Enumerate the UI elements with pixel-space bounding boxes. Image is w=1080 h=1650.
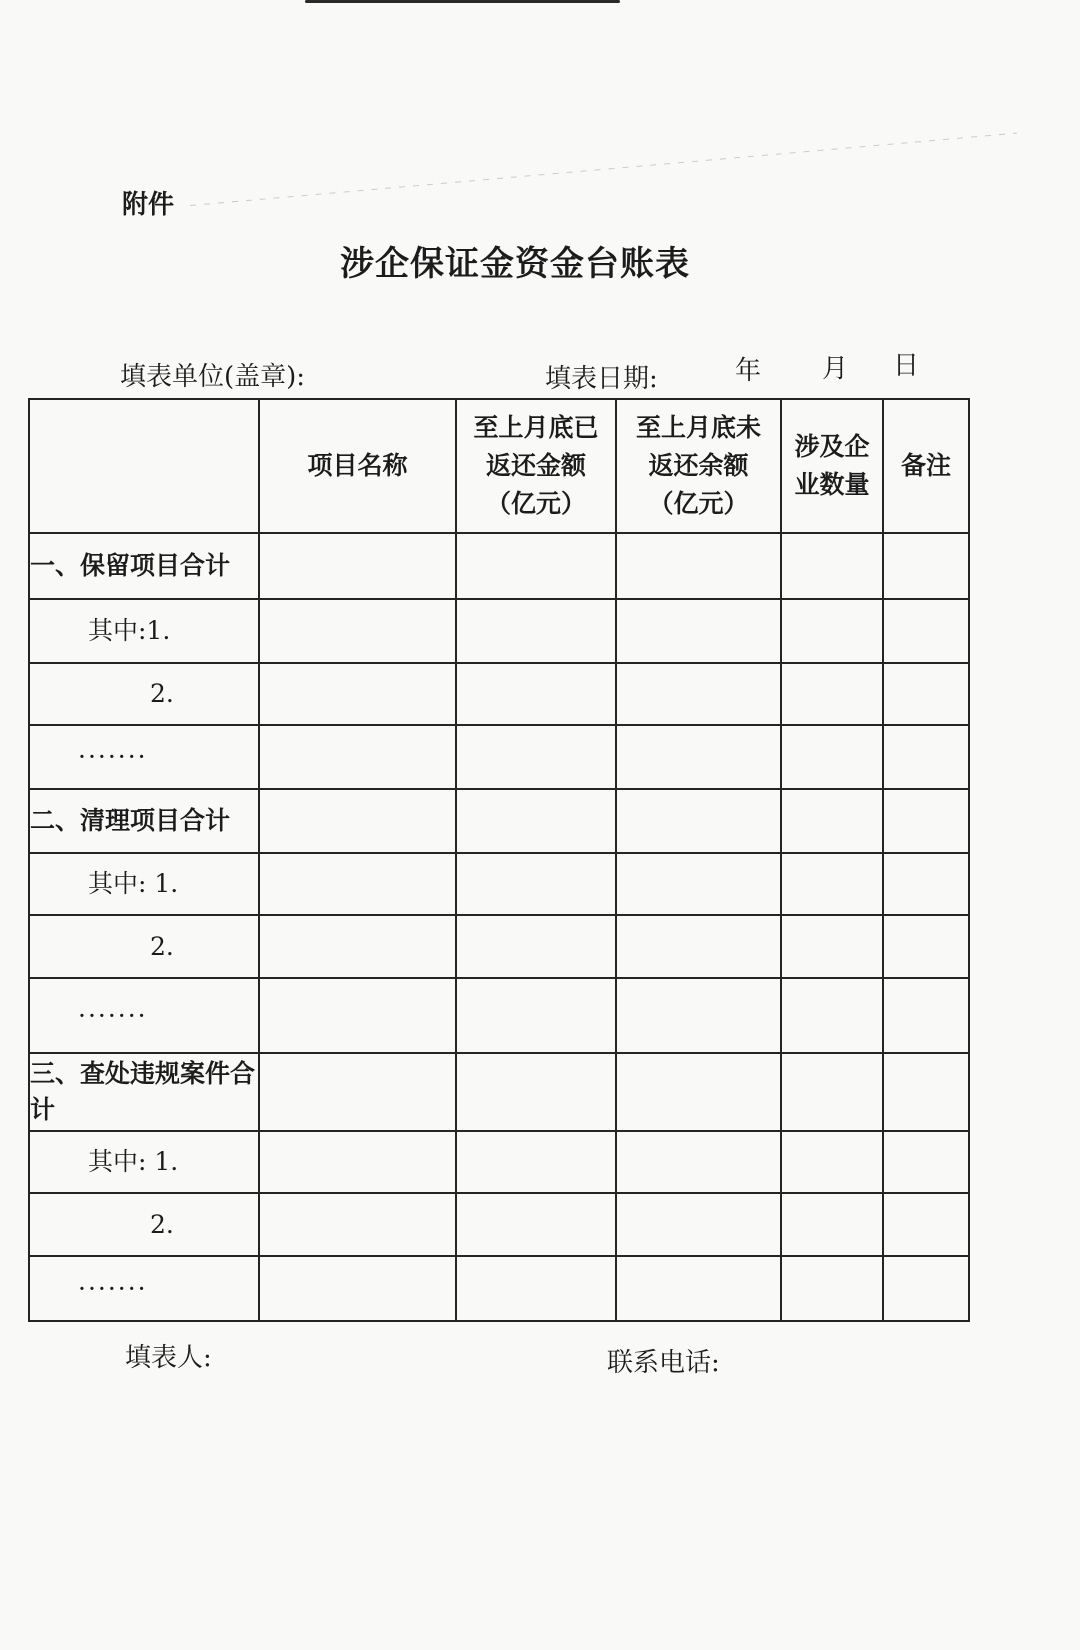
unit-seal-label: 填表单位(盖章):: [120, 362, 306, 392]
header-row: [29, 399, 969, 533]
filled-by-label: 填表人:: [125, 1343, 212, 1373]
table-cell: [781, 663, 883, 725]
table-cell: [259, 978, 456, 1053]
row-label: 2.: [29, 1193, 259, 1256]
row-label: 2.: [29, 915, 259, 978]
contact-phone-label: 联系电话:: [607, 1348, 720, 1378]
table-cell: [883, 725, 969, 789]
ledger-table: [28, 398, 970, 1322]
table-cell: [616, 1131, 781, 1193]
table-cell: [616, 789, 781, 853]
table-cell: [781, 789, 883, 853]
table-cell: [781, 1193, 883, 1256]
table-cell: [456, 725, 616, 789]
table-cell: [781, 599, 883, 663]
header-enterprise-count: 涉及企 业数量: [781, 399, 883, 533]
table-row: [29, 599, 969, 663]
table-row: [29, 725, 969, 789]
date-label: 填表日期:: [545, 364, 658, 394]
table-cell: [456, 1053, 616, 1131]
table-cell: [883, 1131, 969, 1193]
table-cell: [456, 1131, 616, 1193]
table-cell: [259, 915, 456, 978]
year-label: 年: [735, 356, 762, 386]
day-label: 日: [893, 351, 920, 381]
table-cell: [616, 599, 781, 663]
table-cell: [259, 533, 456, 599]
table-cell: [883, 663, 969, 725]
month-label: 月: [822, 354, 849, 384]
table-cell: [883, 853, 969, 915]
document-title: 涉企保证金资金台账表: [340, 244, 690, 284]
table-cell: [259, 663, 456, 725]
table-row: [29, 789, 969, 853]
header-cell-category: [29, 399, 259, 533]
table-cell: [781, 533, 883, 599]
table-row: [29, 853, 969, 915]
row-label: ·······: [29, 1256, 259, 1321]
table-cell: [883, 789, 969, 853]
row-label: ·······: [29, 978, 259, 1053]
table-cell: [883, 1256, 969, 1321]
table-cell: [456, 1193, 616, 1256]
table-cell: [259, 1256, 456, 1321]
row-label: 其中: 1.: [29, 1131, 259, 1193]
table-cell: [781, 1256, 883, 1321]
row-label: 其中:1.: [29, 599, 259, 663]
row-label: 三、查处违规案件合计: [29, 1053, 259, 1131]
table-cell: [616, 1053, 781, 1131]
table-row: [29, 978, 969, 1053]
row-label: 其中: 1.: [29, 853, 259, 915]
row-label: 二、清理项目合计: [29, 789, 259, 853]
table-cell: [616, 533, 781, 599]
table-cell: [781, 1131, 883, 1193]
attachment-label: 附件: [122, 190, 175, 220]
table-cell: [781, 978, 883, 1053]
header-unreturned-balance: 至上月底未 返还余额 （亿元）: [616, 399, 781, 533]
table-cell: [456, 853, 616, 915]
scan-edge-mark: [305, 0, 620, 3]
table-cell: [883, 1053, 969, 1131]
table-cell: [259, 599, 456, 663]
table-row: [29, 1193, 969, 1256]
table-row: [29, 533, 969, 599]
table-cell: [883, 533, 969, 599]
table-row: [29, 663, 969, 725]
table-row: [29, 1053, 969, 1131]
table-cell: [883, 1193, 969, 1256]
table-cell: [456, 1256, 616, 1321]
table-cell: [616, 1193, 781, 1256]
header-returned-amount: 至上月底已 返还金额 （亿元）: [456, 399, 616, 533]
header-project-name: 项目名称: [259, 399, 456, 533]
table-cell: [456, 533, 616, 599]
table-cell: [616, 978, 781, 1053]
table-cell: [259, 853, 456, 915]
scan-artifact-line: [190, 133, 1017, 206]
table-cell: [259, 1193, 456, 1256]
table-row: [29, 915, 969, 978]
table-cell: [259, 1053, 456, 1131]
table-cell: [456, 663, 616, 725]
table-cell: [259, 1131, 456, 1193]
table-cell: [616, 853, 781, 915]
header-remarks: 备注: [883, 399, 969, 533]
row-label: 一、保留项目合计: [29, 533, 259, 599]
table-row: [29, 1131, 969, 1193]
table-cell: [616, 725, 781, 789]
table-cell: [781, 1053, 883, 1131]
table-cell: [781, 853, 883, 915]
table-row: [29, 1256, 969, 1321]
table-cell: [456, 789, 616, 853]
table-cell: [616, 915, 781, 978]
table-cell: [456, 915, 616, 978]
row-label: 2.: [29, 663, 259, 725]
table-cell: [259, 789, 456, 853]
table-cell: [616, 663, 781, 725]
table-cell: [781, 725, 883, 789]
table-cell: [883, 978, 969, 1053]
table-cell: [259, 725, 456, 789]
table-cell: [883, 599, 969, 663]
row-label: ·······: [29, 725, 259, 789]
table-cell: [883, 915, 969, 978]
table-cell: [456, 978, 616, 1053]
table-cell: [781, 915, 883, 978]
table-cell: [456, 599, 616, 663]
table-cell: [616, 1256, 781, 1321]
